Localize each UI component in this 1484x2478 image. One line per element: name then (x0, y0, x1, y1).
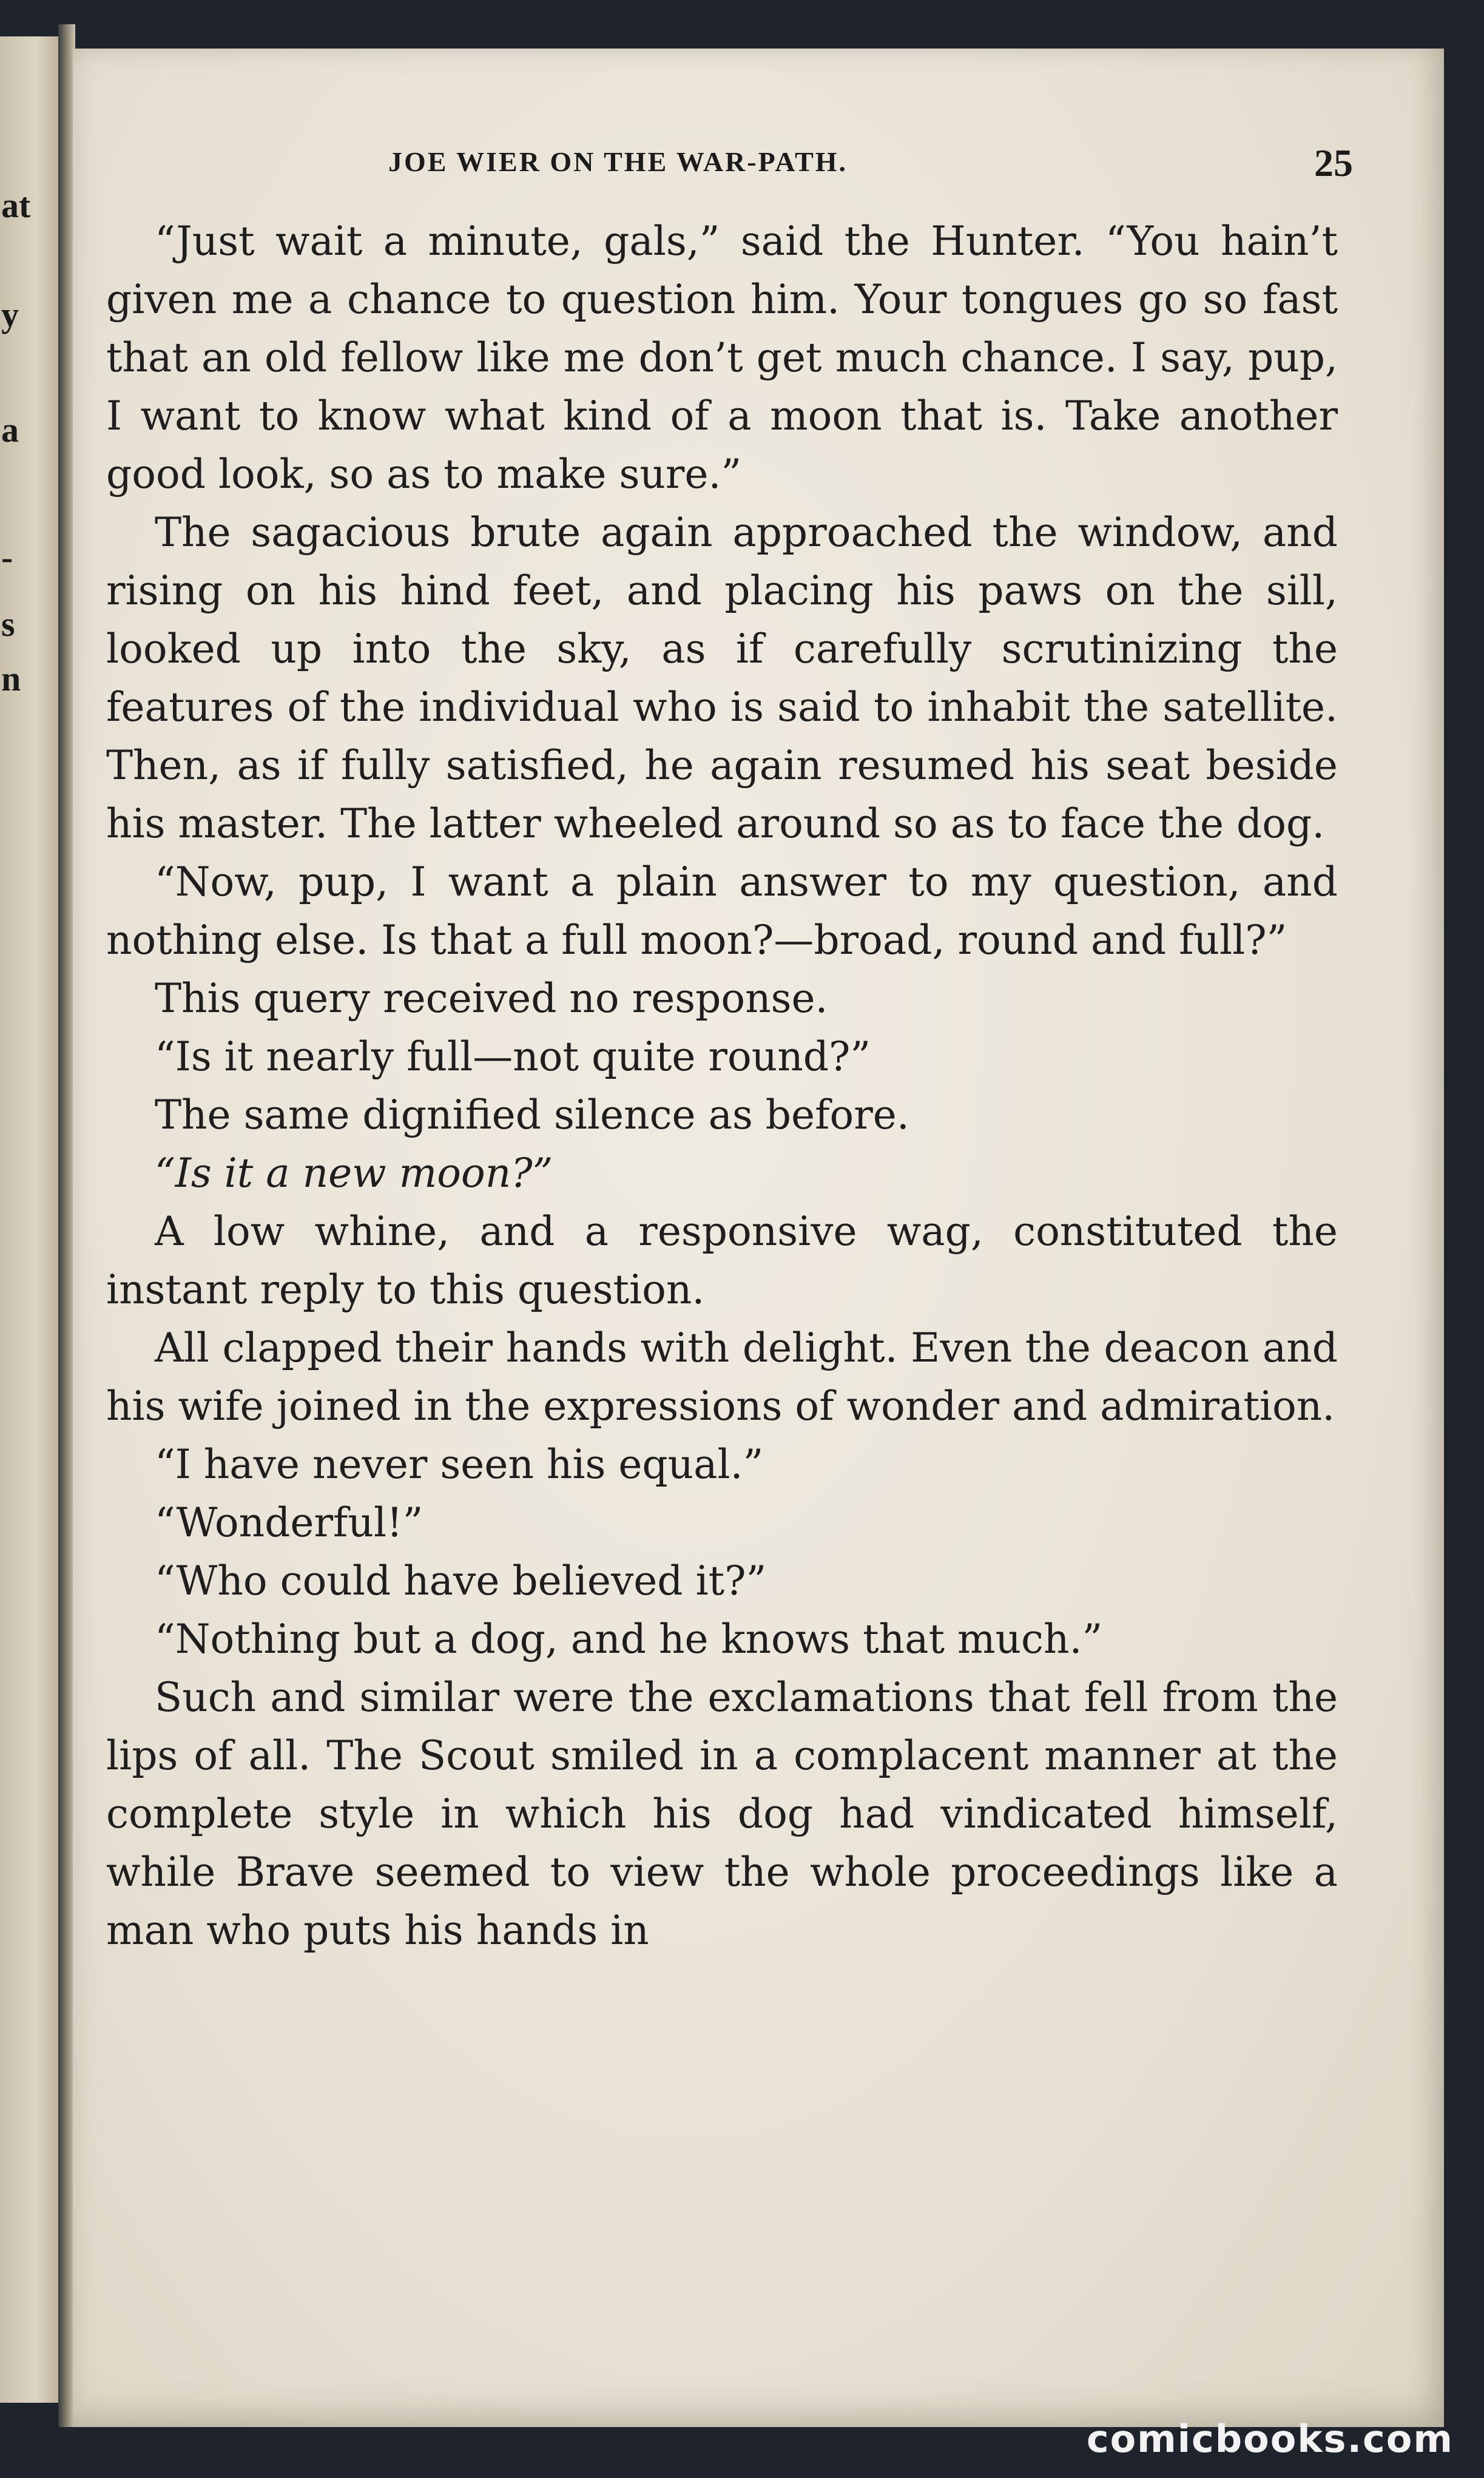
running-title: JOE WIER ON THE WAR-PATH. (388, 146, 848, 177)
prev-page-fragment: - (1, 538, 13, 577)
prev-page-fragment: at (1, 186, 31, 225)
prev-page-fragment: a (1, 410, 19, 450)
paragraph: Such and similar were the exclamations that fell from the lips of all. The Scout smiled in a complacent manner at the complete style in which his dog had vindicated himself, while Brave seemed to view the whole proceedings like a man who puts his hands in (106, 1674, 1338, 1954)
body-text (106, 212, 1338, 1960)
running-head (73, 141, 1444, 194)
paragraph-italic: “Is it a new moon?” (155, 1150, 553, 1197)
prev-page-fragment: y (1, 295, 19, 334)
paragraph: “Nothing but a dog, and he knows that much.” (155, 1616, 1103, 1663)
prev-page-fragment: s (1, 604, 15, 644)
paragraph: “Wonderful!” (155, 1499, 423, 1546)
paragraph: A low whine, and a responsive wag, constituted the instant reply to this question. (106, 1208, 1338, 1313)
previous-page-edge (0, 36, 61, 2403)
paragraph: The sagacious brute again approached the window, and rising on his hind feet, and placing his paws on the sill, looked up into the sky, as if carefully scrutinizing the features of the individual who is said to inhabit the satellite. Then, as if fully satisfied, he again resumed his seat beside his master. The latter wheeled around so as to face the dog. (106, 509, 1338, 847)
prev-page-fragment: n (1, 659, 21, 698)
paragraph: This query received no response. (155, 975, 828, 1022)
book-page (73, 49, 1444, 2427)
paragraph: The same dignified silence as before. (155, 1092, 909, 1138)
paragraph: “Just wait a minute, gals,” said the Hunter. “You hain’t given me a chance to question him. Your tongues go so fast that an old fellow like me don’t get much chance. I say, pup, I want to know what kind of a moon that is. Take another good look, so as to make sure.” (106, 218, 1338, 498)
paragraph: “Who could have believed it?” (155, 1558, 767, 1604)
page-number: 25 (1314, 141, 1353, 184)
paragraph: All clapped their hands with delight. Even the deacon and his wife joined in the expressions of wonder and admiration. (106, 1325, 1338, 1430)
paragraph: “I have never seen his equal.” (155, 1441, 764, 1488)
paragraph: “Is it nearly full—not quite round?” (155, 1033, 871, 1080)
paragraph: “Now, pup, I want a plain answer to my question, and nothing else. Is that a full moon?—broad, round and full?” (106, 859, 1338, 964)
site-watermark: comicbooks.com (1086, 2417, 1454, 2461)
